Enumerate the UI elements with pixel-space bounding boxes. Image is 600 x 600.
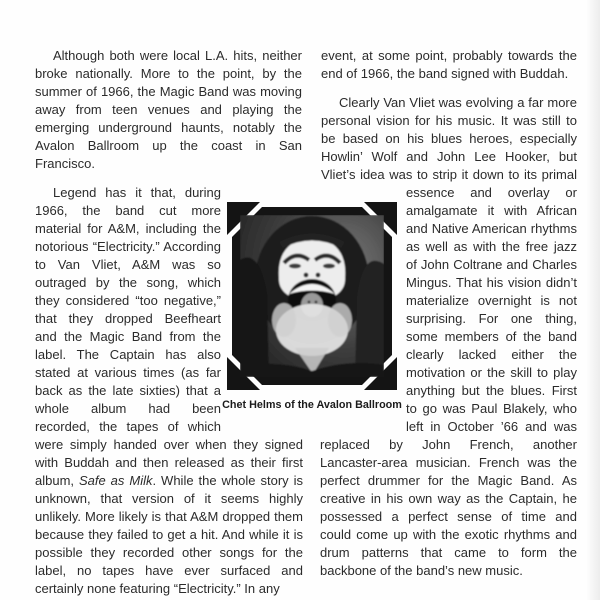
text-run: Legend has it that, during 1966, the band cut more material for A&M, including the notorious “Electricity.” According to Van Vliet, A&M was so outraged by the song, which they considered “too negative,” that they dropped Beefheart and the Magic Band from the label. The Captain has also stated at various times (as far back as the late sixties) that a whole album had been recorded, the tapes of which were simply handed over when they signed with Buddah and then released as their first album, [35, 185, 303, 488]
album-title-italic: Safe as Milk [78, 473, 153, 488]
photo-art [240, 215, 384, 377]
scan-edge-shadow [586, 0, 600, 600]
text-run: event, at some point, probably towards the end of 1966, the band signed with Buddah. [321, 48, 577, 81]
photo-figure [222, 202, 402, 411]
chet-helms-photo [227, 202, 397, 390]
text-run: . While the whole story is unknown, that version of it seems highly unlikely. More likely is that A&M dropped them because they failed to get a hit. And while it is possible they recorded other songs for the label, no tapes have ever surfaced and certainly none featuring “Electricity.” In any [35, 473, 303, 596]
paragraph [320, 47, 577, 83]
photo-caption: Chet Helms of the Avalon Ballroom [222, 399, 402, 411]
paragraph [35, 47, 303, 173]
photo-frame [227, 202, 397, 390]
text-run: Clearly Van Vliet was evolving a far more personal vision for his music. It was still to be based on his blues heroes, especially Howlin’ Wolf and John Lee Hooker, but Vliet’s idea was to strip it down to its primal essence and overlay or amalgamate it with African and Native American rhythms as well as with the free jazz of John Coltrane and Charles Mingus. That his vision didn’t materialize overnight is not surprising. For one thing, some members of the band clearly lacked either the motivation or the skill to play anything but the blues. First to go was Paul Blakely, who left in October ’66 and was replaced by John French, another Lancaster-area musician. French was the perfect drummer for the Magic Band. As creative in his own way as the Captain, he possessed a perfect sense of time and could come up with the exotic rhythms and drum patterns that came to form the backbone of the band’s new music. [320, 95, 577, 578]
text-run: Although both were local L.A. hits, neither broke nationally. More to the point, by the summer of 1966, the Magic Band was moving away from teen venues and playing the emerging underground haunts, notably the Avalon Ballroom up the coast in San Francisco. [35, 48, 302, 171]
